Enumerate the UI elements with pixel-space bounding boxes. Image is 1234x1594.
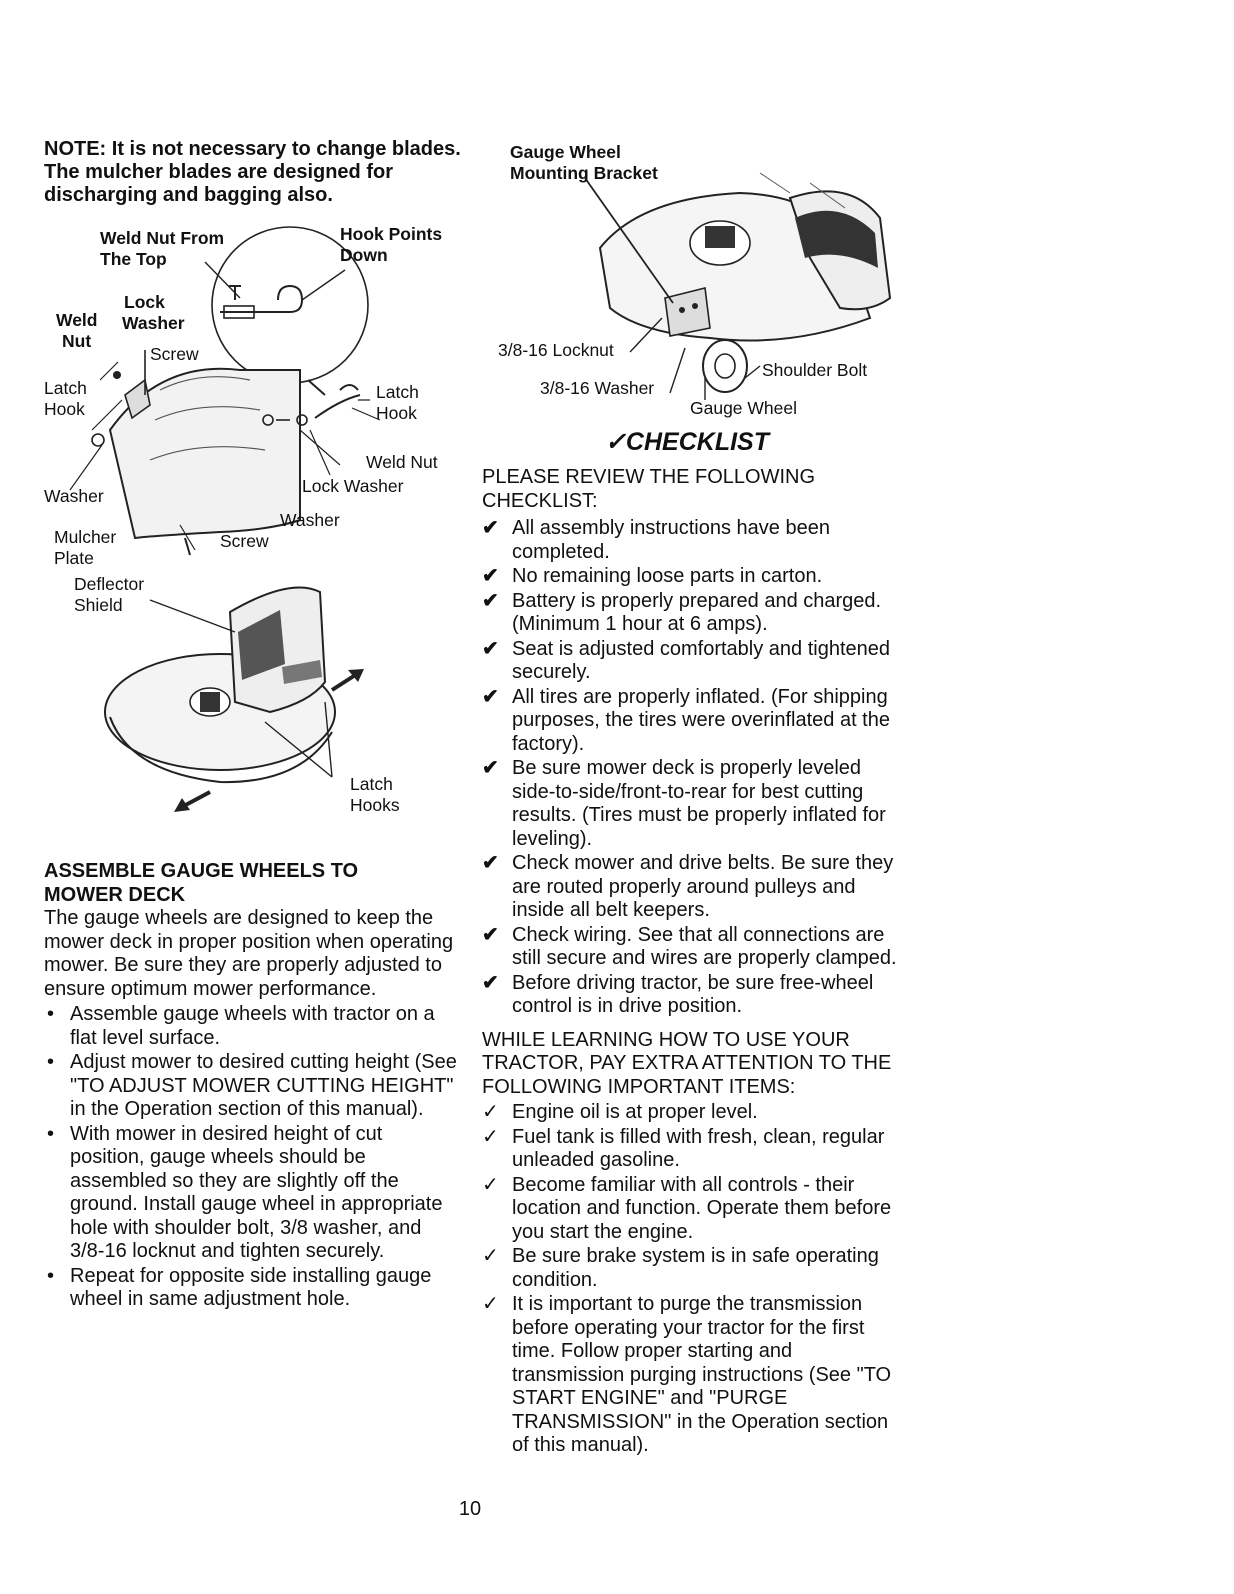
label-shoulder-bolt: Shoulder Bolt xyxy=(762,360,868,380)
bullet-text: With mower in desired height of cut position, gauge wheels should be assembled so they are slightly off the ground. Install gauge wheel in appropriate hole with shoulder bolt, 3/8 washer, and 3/8-16 locknut and tighten securely. xyxy=(70,1122,443,1262)
label-mulcher-plate-line1: Mulcher xyxy=(54,527,117,547)
label-latch-hooks xyxy=(350,774,400,816)
label-gauge-wheel: Gauge Wheel xyxy=(690,398,798,418)
label-latch-hook-right xyxy=(376,382,419,424)
learning-list xyxy=(482,1101,902,1458)
checklist-item-text: Check wiring. See that all connections are still secure and wires are properly clamped. xyxy=(512,923,897,969)
checkmark-icon: ✔ xyxy=(482,757,499,779)
label-screw-bottom: Screw xyxy=(220,531,269,551)
checklist-section xyxy=(482,428,902,1459)
checklist-item-text: Seat is adjusted comfortably and tightened securely. xyxy=(512,637,891,683)
label-latch-hook-left xyxy=(44,378,87,420)
checklist-item-text: All tires are properly inflated. (For shipping purposes, the tires were overinflated at the factory). xyxy=(512,685,890,755)
learning-item-text: Fuel tank is filled with fresh, clean, regular unleaded gasoline. xyxy=(512,1125,885,1171)
label-hook-points-down-line1: Hook Points xyxy=(340,224,443,244)
assemble-section xyxy=(44,860,460,1313)
assemble-heading-line2: MOWER DECK xyxy=(44,883,186,906)
label-weld-nut-right: Weld Nut xyxy=(366,452,438,472)
label-lock-washer-line2: Washer xyxy=(122,313,185,333)
learning-item-text: Be sure brake system is in safe operating condition. xyxy=(512,1245,879,1291)
label-mulcher-plate xyxy=(54,527,116,569)
page-number: 10 xyxy=(458,1498,482,1520)
label-deflector-shield-line1: Deflector xyxy=(74,574,145,594)
checkmark-icon: ✔ xyxy=(482,685,499,708)
list-item xyxy=(44,1265,460,1312)
label-washer-left: Washer xyxy=(44,486,104,506)
bullet-text: Adjust mower to desired cutting height (See "TO ADJUST MOWER CUTTING HEIGHT" in the Operation section of this manual). xyxy=(70,1051,457,1120)
assemble-heading-line1: ASSEMBLE GAUGE WHEELS TO xyxy=(44,860,359,882)
label-latch-hook-left-line1: Latch xyxy=(44,378,87,398)
list-item xyxy=(44,1123,460,1264)
list-item xyxy=(482,972,902,1019)
label-gauge-wheel-bracket-line2: Mounting Bracket xyxy=(510,163,658,183)
mulcher-plate-figure xyxy=(40,220,470,570)
checkmark-icon: ✓ xyxy=(482,1293,499,1315)
assemble-intro: The gauge wheels are designed to keep the mower deck in proper position when operating mower. Be sure they are properly adjusted to ensure optimum mower performance. xyxy=(44,907,454,1000)
deflector-shield-figure xyxy=(70,572,430,822)
checkmark-icon: ✔ xyxy=(482,971,499,994)
bullet-icon: • xyxy=(47,1003,55,1025)
list-item xyxy=(482,1174,902,1245)
checkmark-icon: ✔ xyxy=(482,517,499,539)
label-lock-washer xyxy=(122,292,185,334)
learning-item-text: It is important to purge the transmission before operating your tractor for the first time. Follow proper starting and transmission purging instructions (See "TO START ENGINE" and "PURGE TRANSMISSION" in the Operation section of this manual). xyxy=(512,1293,892,1456)
list-item xyxy=(482,1126,902,1173)
bullet-icon: • xyxy=(47,1122,55,1145)
list-item xyxy=(482,590,902,637)
learning-item-text: Engine oil is at proper level. xyxy=(512,1101,758,1123)
checklist-title: ✓CHECKLIST xyxy=(604,428,769,456)
checkmark-icon: ✔ xyxy=(482,589,499,612)
list-item xyxy=(482,757,902,851)
bullet-text: Assemble gauge wheels with tractor on a flat level surface. xyxy=(70,1003,435,1049)
label-latch-hook-right-line1: Latch xyxy=(376,382,419,402)
label-lock-washer-line1: Lock xyxy=(124,292,165,312)
checkmark-icon: ✔ xyxy=(482,637,499,660)
assemble-heading xyxy=(44,860,460,907)
label-deflector-shield-line2: Shield xyxy=(74,595,123,615)
label-latch-hooks-line2: Hooks xyxy=(350,795,400,815)
checklist-item-text: Before driving tractor, be sure free-wheel control is in drive position. xyxy=(512,971,874,1017)
list-item xyxy=(482,1245,902,1292)
list-item xyxy=(482,1101,902,1125)
label-washer-right: Washer xyxy=(280,510,340,530)
bullet-text: Repeat for opposite side installing gauge wheel in same adjustment hole. xyxy=(70,1264,432,1310)
checklist-item-text: Battery is properly prepared and charged. (Minimum 1 hour at 6 amps). xyxy=(512,589,882,635)
checklist-item-text: All assembly instructions have been completed. xyxy=(512,517,830,563)
list-item xyxy=(44,1051,460,1122)
checkmark-icon: ✓ xyxy=(482,1245,499,1267)
list-item xyxy=(482,852,902,923)
list-item xyxy=(482,638,902,685)
checklist-item-text: No remaining loose parts in carton. xyxy=(512,565,823,587)
note-text: It is not necessary to change blades. The mulcher blades are designed for discharging and bagging also. xyxy=(44,138,461,206)
list-item xyxy=(482,565,902,589)
label-hook-points-down-line2: Down xyxy=(340,245,388,265)
label-weld-nut-from-top-line2: The Top xyxy=(100,249,167,269)
checklist-item-text: Be sure mower deck is properly leveled side-to-side/front-to-rear for best cutting results. (Tires must be properly inflated for leveling). xyxy=(512,757,886,850)
label-mulcher-plate-line2: Plate xyxy=(54,548,94,568)
checkmark-icon: ✓ xyxy=(482,1125,499,1148)
label-gauge-wheel-bracket-line1: Gauge Wheel xyxy=(510,142,621,162)
gauge-wheel-figure xyxy=(490,138,910,428)
label-latch-hooks-line1: Latch xyxy=(350,774,393,794)
checklist-intro: PLEASE REVIEW THE FOLLOWING CHECKLIST: xyxy=(482,466,816,512)
list-item xyxy=(44,1003,460,1050)
learning-intro: WHILE LEARNING HOW TO USE YOUR TRACTOR, PAY EXTRA ATTENTION TO THE FOLLOWING IMPORTANT ITEMS: xyxy=(482,1028,892,1098)
list-item xyxy=(482,686,902,757)
checklist-list xyxy=(482,517,902,1019)
label-lock-washer-right: Lock Washer xyxy=(302,476,404,496)
label-weld-nut-line1: Weld xyxy=(56,310,98,330)
label-locknut: 3/8-16 Locknut xyxy=(498,340,614,360)
label-hook-points-down xyxy=(340,224,442,266)
label-screw-top: Screw xyxy=(150,344,199,364)
label-deflector-shield xyxy=(74,574,144,616)
label-weld-nut-line2: Nut xyxy=(62,331,92,351)
note-paragraph xyxy=(44,138,464,207)
label-gauge-wheel-mounting-bracket xyxy=(510,142,658,184)
note-label: NOTE: xyxy=(44,138,107,160)
list-item xyxy=(482,924,902,971)
checkmark-icon: ✔ xyxy=(482,852,499,874)
checkmark-icon: ✓ xyxy=(482,1173,499,1196)
label-weld-nut-from-top-line1: Weld Nut From xyxy=(100,228,225,248)
bullet-icon: • xyxy=(47,1051,55,1073)
label-latch-hook-right-line2: Hook xyxy=(376,403,417,423)
checkmark-icon: ✓ xyxy=(482,1101,499,1123)
checkmark-icon: ✔ xyxy=(482,565,499,587)
assemble-bullet-list xyxy=(44,1003,460,1312)
learning-item-text: Become familiar with all controls - their location and function. Operate them before you start the engine. xyxy=(512,1173,892,1243)
list-item xyxy=(482,517,902,564)
checkmark-icon: ✔ xyxy=(482,923,499,946)
label-weld-nut-from-top xyxy=(100,228,224,270)
list-item xyxy=(482,1293,902,1458)
label-weld-nut xyxy=(56,310,98,352)
checklist-item-text: Check mower and drive belts. Be sure they are routed properly around pulleys and inside all belt keepers. xyxy=(512,852,894,921)
bullet-icon: • xyxy=(47,1264,55,1287)
label-latch-hook-left-line2: Hook xyxy=(44,399,85,419)
label-washer: 3/8-16 Washer xyxy=(540,378,655,398)
